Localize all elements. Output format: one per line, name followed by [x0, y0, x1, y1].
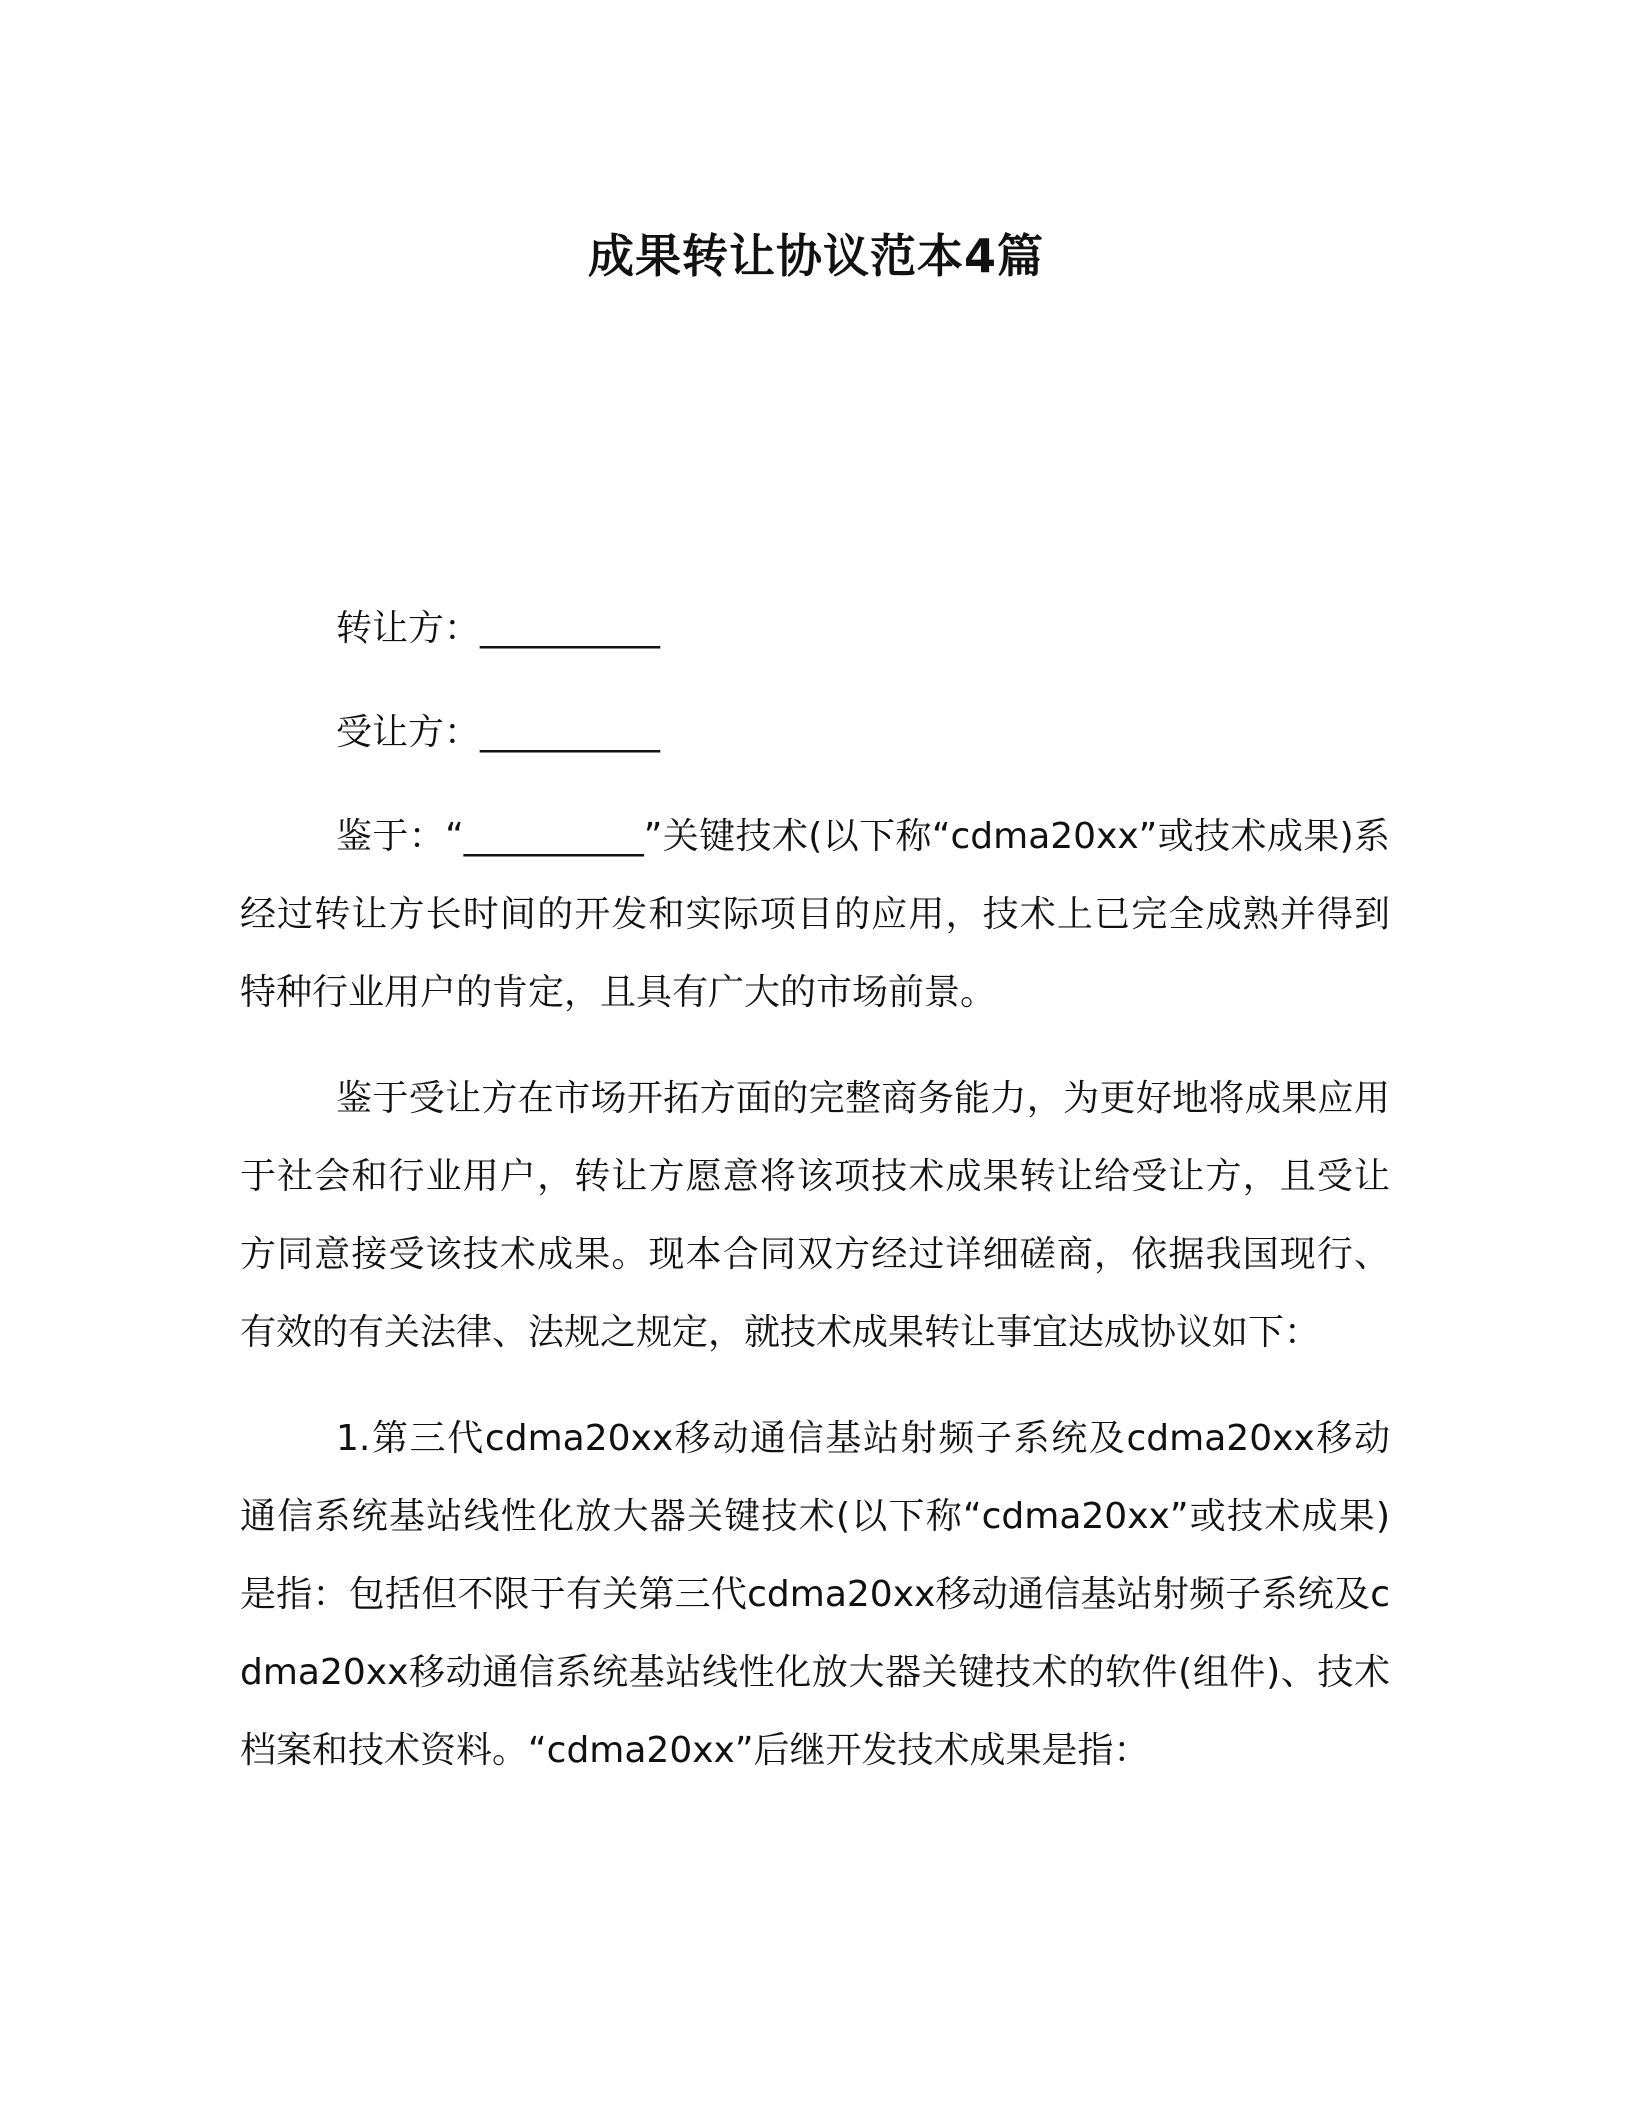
whereas-paragraph-1: 鉴于：“__________”关键技术(以下称“cdma20xx”或技术成果)系经过转让方长时间的开发和实际项目的应用，技术上已完全成熟并得到特种行业用户的肯定，且具有广大的市场前景。: [240, 816, 1390, 1013]
document-title: 成果转让协议范本4篇: [587, 229, 1044, 283]
clause-1-paragraph: 1.第三代cdma20xx移动通信基站射频子系统及cdma20xx移动通信系统基站线性化放大器关键技术(以下称“cdma20xx”或技术成果)是指：包括但不限于有关第三代cdma20xx移动通信基站射频子系统及cdma20xx移动通信系统基站线性化放大器关键技术的软件(组件)、技术档案和技术资料。“cdma20xx”后继开发技术成果是指：: [240, 1418, 1390, 1771]
transferee-field: 受让方：__________: [336, 712, 661, 753]
whereas-paragraph-2: 鉴于受让方在市场开拓方面的完整商务能力，为更好地将成果应用于社会和行业用户，转让方愿意将该项技术成果转让给受让方，且受让方同意接受该技术成果。现本合同双方经过详细磋商，依据我国现行、有效的有关法律、法规之规定，就技术成果转让事宜达成协议如下：: [240, 1078, 1390, 1353]
document-body: [240, 590, 1390, 1790]
transferor-field: 转让方：__________: [336, 608, 661, 649]
